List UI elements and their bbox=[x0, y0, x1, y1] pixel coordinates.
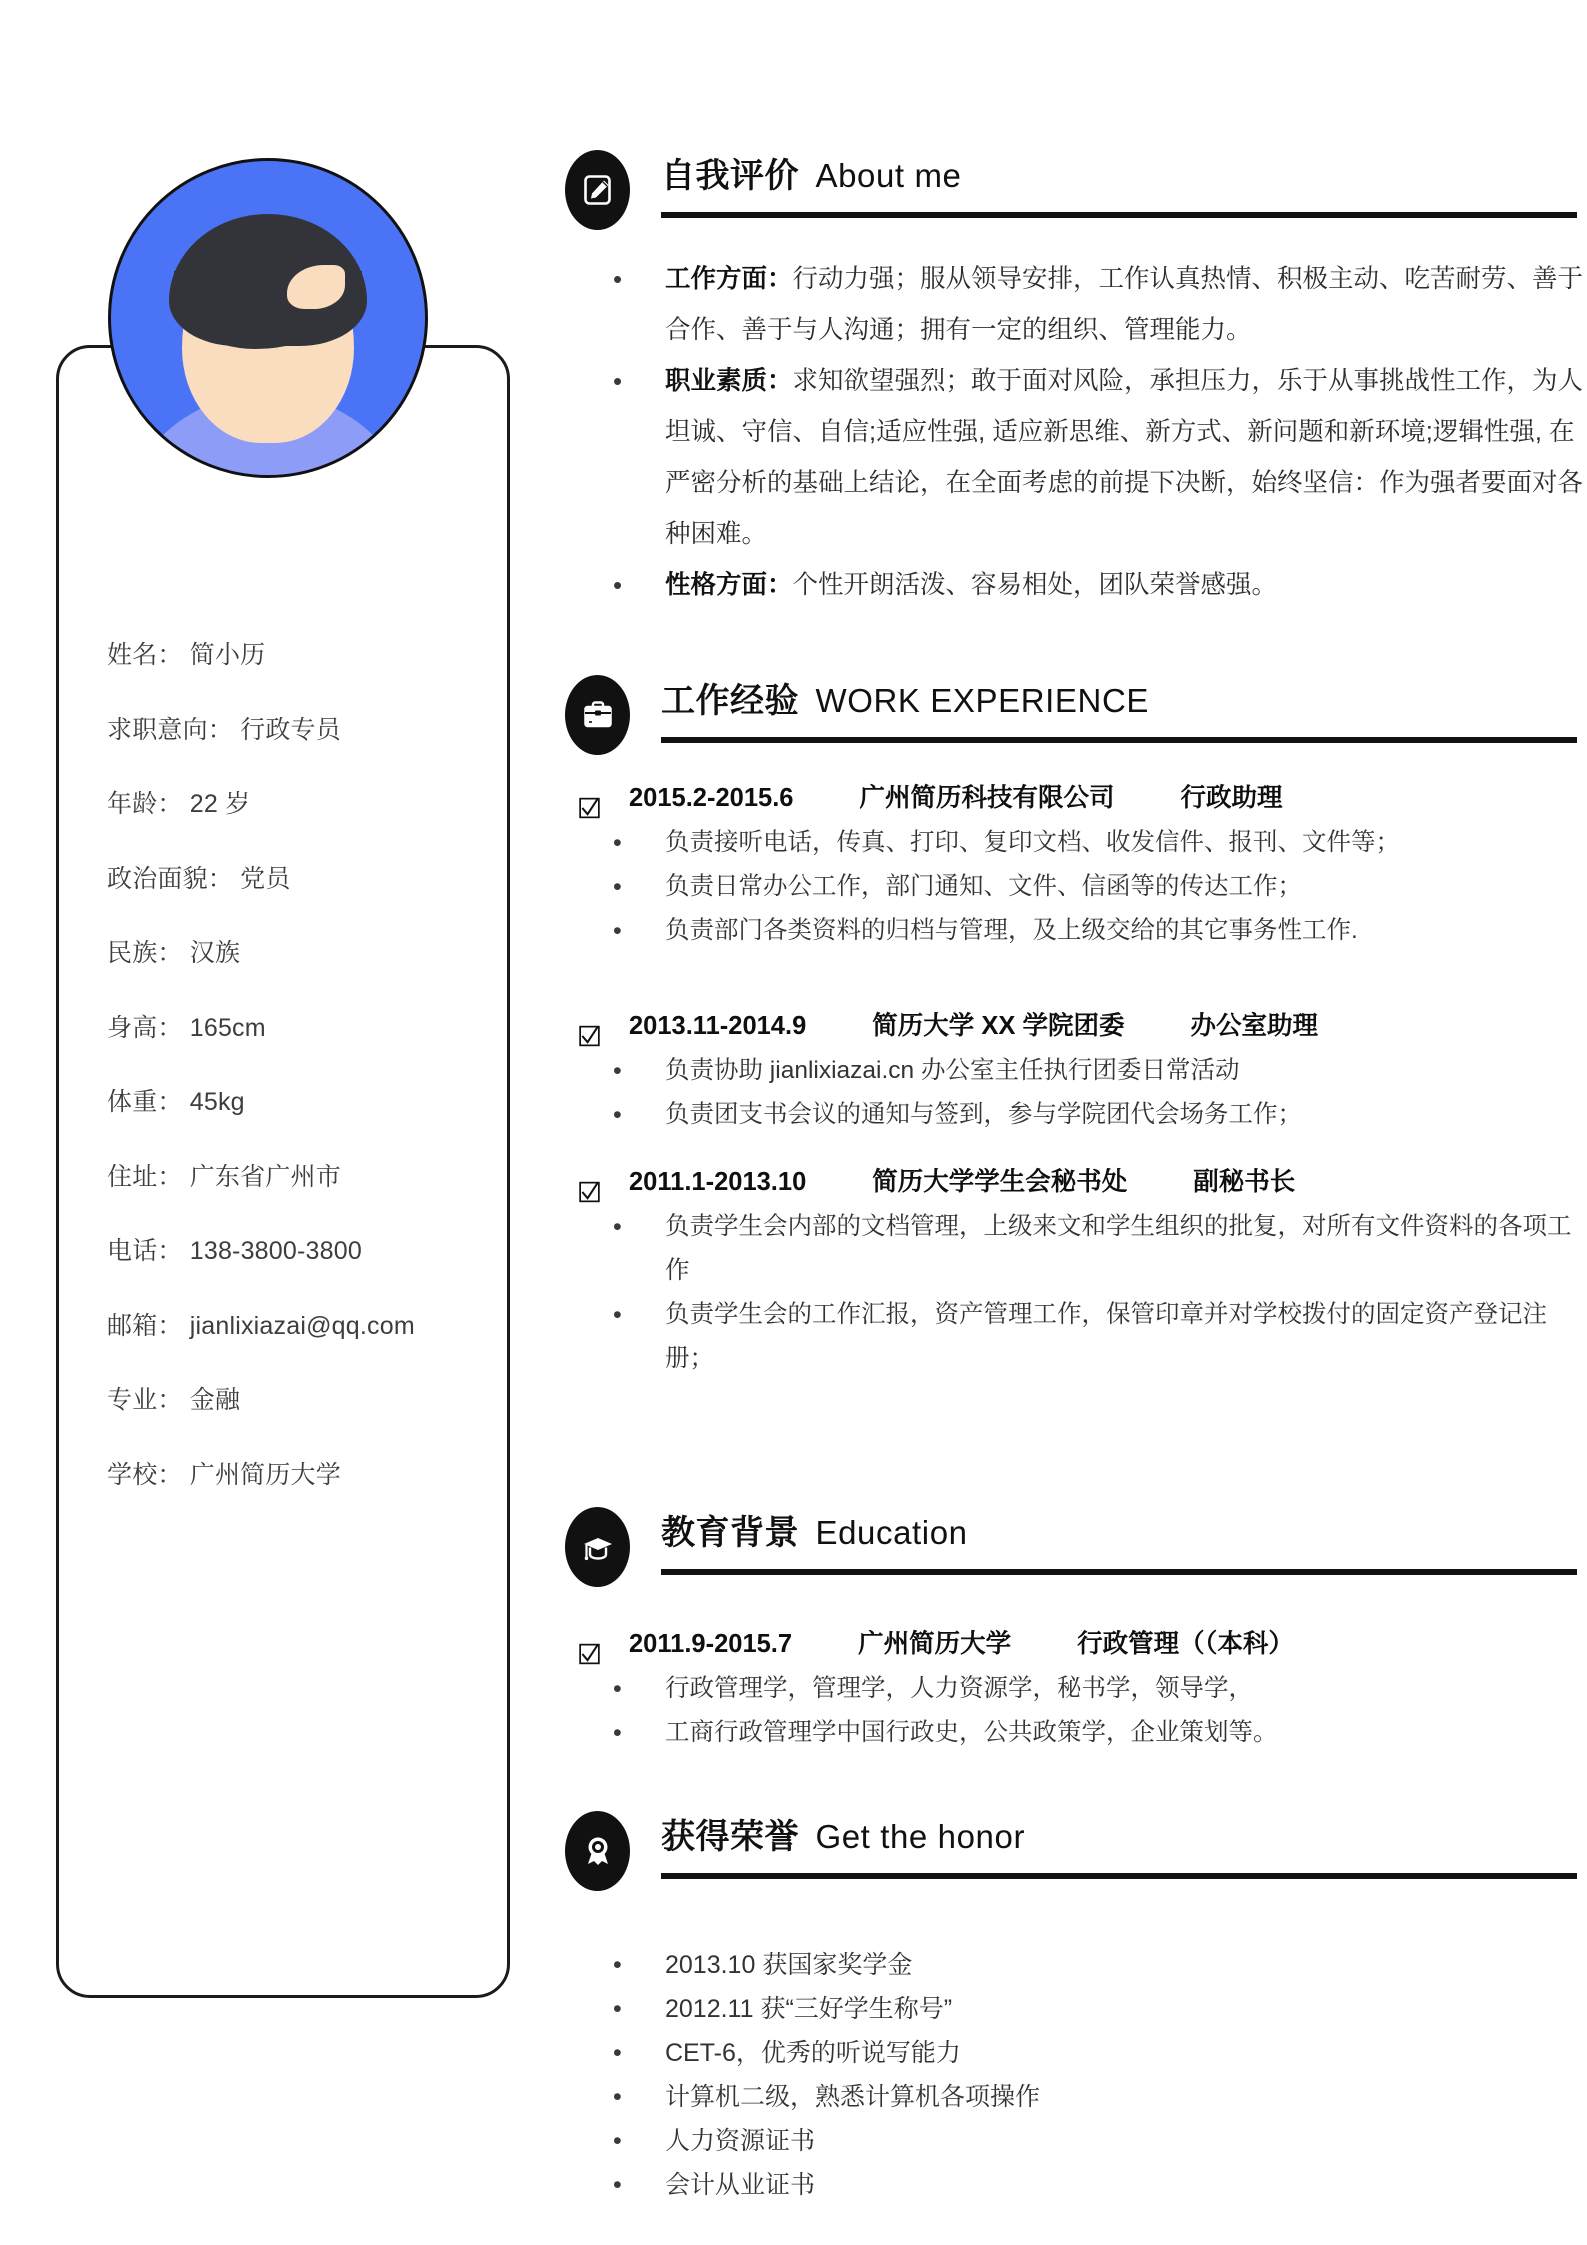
entry-bullet: • 负责部门各类资料的归档与管理，及上级交给的其它事务性工作. bbox=[565, 909, 1587, 953]
honor-item: • 2013.10 获国家奖学金 bbox=[565, 1943, 1587, 1987]
section-title-en: Education bbox=[815, 1514, 968, 1551]
section-title-cn: 工作经验 bbox=[661, 682, 799, 720]
info-row: 身高： 165cm bbox=[107, 1013, 266, 1042]
right-column bbox=[565, 0, 1587, 2245]
section-titles-honors bbox=[661, 1809, 1587, 1858]
entry-bullet-list bbox=[565, 1667, 1587, 1755]
entry-date: 2013.11-2014.9 bbox=[629, 1012, 807, 1040]
entry-bullet: • 负责学生会的工作汇报，资产管理工作，保管印章并对学校拨付的固定资产登记注册； bbox=[565, 1293, 1587, 1381]
graduation-cap-icon bbox=[565, 1507, 630, 1587]
info-row: 民族： 汉族 bbox=[107, 939, 241, 967]
info-row: 体重： 45kg bbox=[107, 1088, 245, 1116]
entry-organization: 简历大学 XX 学院团委 bbox=[872, 1012, 1125, 1040]
section-title-en: Get the honor bbox=[815, 1818, 1026, 1855]
section-titles-work bbox=[661, 673, 1587, 722]
checkbox-checked-icon bbox=[579, 1634, 600, 1655]
entry-bullet-list bbox=[565, 1205, 1587, 1381]
honor-item: • CET-6，优秀的听说写能力 bbox=[565, 2031, 1587, 2075]
honor-item: • 会计从业证书 bbox=[565, 2163, 1587, 2207]
avatar bbox=[108, 158, 428, 478]
info-row: 姓名： 简小历 bbox=[107, 641, 266, 669]
info-row: 求职意向： 行政专员 bbox=[107, 715, 341, 744]
section-titles-education bbox=[661, 1505, 1587, 1554]
checkbox-checked-icon bbox=[579, 1016, 600, 1037]
entry-date: 2011.1-2013.10 bbox=[629, 1168, 807, 1196]
entry-role: 行政管理（（本科） bbox=[1077, 1630, 1294, 1658]
section-header-honors bbox=[565, 1811, 1587, 1897]
timeline-entry-header bbox=[565, 1003, 1587, 1049]
about-me-list bbox=[565, 254, 1587, 611]
section-education bbox=[565, 1507, 1587, 1755]
entry-organization: 简历大学学生会秘书处 bbox=[872, 1168, 1128, 1196]
about-me-item bbox=[565, 254, 1587, 356]
section-title-en: WORK EXPERIENCE bbox=[815, 682, 1150, 719]
entry-bullet-list bbox=[565, 1049, 1587, 1137]
info-row: 住址： 广东省广州市 bbox=[107, 1162, 341, 1191]
section-title-cn: 获得荣誉 bbox=[661, 1818, 799, 1856]
info-row: 电话： 138-3800-3800 bbox=[107, 1237, 362, 1265]
section-rule bbox=[661, 1569, 1577, 1575]
section-rule bbox=[661, 737, 1577, 743]
left-column bbox=[0, 0, 560, 2245]
entry-role: 副秘书长 bbox=[1193, 1168, 1296, 1196]
info-row: 政治面貌： 党员 bbox=[107, 864, 291, 893]
section-rule bbox=[661, 1873, 1577, 1879]
entry-bullet: • 行政管理学，管理学，人力资源学，秘书学，领导学， bbox=[565, 1667, 1587, 1711]
honor-item: • 计算机二级，熟悉计算机各项操作 bbox=[565, 2075, 1587, 2119]
entry-date: 2011.9-2015.7 bbox=[629, 1630, 793, 1658]
timeline-entry bbox=[565, 1621, 1587, 1755]
section-work-experience bbox=[565, 675, 1587, 1381]
about-me-item-lead: 职业素质： bbox=[665, 367, 793, 395]
about-me-item-lead: 工作方面： bbox=[665, 265, 793, 293]
about-me-item-body: 个性开朗活泼、容易相处，团队荣誉感强。 bbox=[792, 571, 1278, 599]
about-me-item-body: 行动力强；服从领导安排，工作认真热情、积极主动、吃苦耐劳、善于合作、善于与人沟通；拥有一定的组织、管理能力。 bbox=[665, 265, 1584, 344]
honor-item: • 2012.11 获“三好学生称号” bbox=[565, 1987, 1587, 2031]
entry-organization: 广州简历科技有限公司 bbox=[859, 784, 1115, 812]
honor-item: • 人力资源证书 bbox=[565, 2119, 1587, 2163]
entry-bullet: • 工商行政管理学中国行政史，公共政策学，企业策划等。 bbox=[565, 1711, 1587, 1755]
timeline-entry bbox=[565, 1159, 1587, 1381]
info-row: 学校： 广州简历大学 bbox=[107, 1460, 341, 1489]
timeline-entry bbox=[565, 775, 1587, 953]
section-about-me bbox=[565, 150, 1587, 611]
entry-bullet: • 负责学生会内部的文档管理，上级来文和学生组织的批复，对所有文件资料的各项工作 bbox=[565, 1205, 1587, 1293]
entry-bullet: • 负责协助 jianlixiazai.cn 办公室主任执行团委日常活动 bbox=[565, 1049, 1587, 1093]
briefcase-icon bbox=[565, 675, 630, 755]
about-me-item-lead: 性格方面： bbox=[665, 571, 793, 599]
entry-role: 办公室助理 bbox=[1190, 1012, 1318, 1040]
about-me-item bbox=[565, 356, 1587, 560]
info-row: 专业： 金融 bbox=[107, 1386, 241, 1414]
honor-list bbox=[565, 1943, 1587, 2207]
section-header-about-me bbox=[565, 150, 1587, 236]
section-title-cn: 教育背景 bbox=[661, 1514, 799, 1552]
entry-bullet: • 负责接听电话，传真、打印、复印文档、收发信件、报刊、文件等； bbox=[565, 821, 1587, 865]
section-title-en: About me bbox=[815, 157, 962, 194]
section-title-cn: 自我评价 bbox=[661, 157, 799, 195]
about-me-item bbox=[565, 560, 1587, 611]
section-titles-about-me bbox=[661, 148, 1587, 197]
section-header-education bbox=[565, 1507, 1587, 1593]
avatar-circle bbox=[108, 158, 428, 478]
timeline-entry bbox=[565, 1003, 1587, 1137]
section-header-work bbox=[565, 675, 1587, 761]
section-honors bbox=[565, 1811, 1587, 2207]
entry-bullet: • 负责日常办公工作，部门通知、文件、信函等的传达工作； bbox=[565, 865, 1587, 909]
entry-organization: 广州简历大学 bbox=[858, 1630, 1012, 1658]
info-row: 年龄： 22 岁 bbox=[107, 790, 251, 818]
personal-info-list bbox=[107, 643, 507, 1537]
checkbox-checked-icon bbox=[579, 1172, 600, 1193]
entry-bullet-list bbox=[565, 821, 1587, 953]
entry-role: 行政助理 bbox=[1180, 784, 1283, 812]
award-ribbon-icon bbox=[565, 1811, 630, 1891]
timeline-entry-header bbox=[565, 1621, 1587, 1667]
entry-bullet: • 负责团支书会议的通知与签到，参与学院团代会场务工作； bbox=[565, 1093, 1587, 1137]
about-me-item-body: 求知欲望强烈；敢于面对风险，承担压力，乐于从事挑战性工作，为人坦诚、守信、自信;适应性强, 适应新思维、新方式、新问题和新环境;逻辑性强, 在严密分析的基础上结论，在全面考虑的前提下决断，始终坚信：作为强者要面对各种困难。 bbox=[665, 367, 1584, 548]
timeline-entry-header bbox=[565, 1159, 1587, 1205]
entry-date: 2015.2-2015.6 bbox=[629, 784, 794, 812]
checkbox-checked-icon bbox=[579, 788, 600, 809]
work-entry-list bbox=[565, 775, 1587, 1381]
section-rule bbox=[661, 212, 1577, 218]
education-entry-list bbox=[565, 1621, 1587, 1755]
info-row: 邮箱： jianlixiazai@qq.com bbox=[107, 1311, 415, 1340]
pencil-note-icon bbox=[565, 150, 630, 230]
timeline-entry-header bbox=[565, 775, 1587, 821]
personal-info-card bbox=[56, 345, 510, 1998]
